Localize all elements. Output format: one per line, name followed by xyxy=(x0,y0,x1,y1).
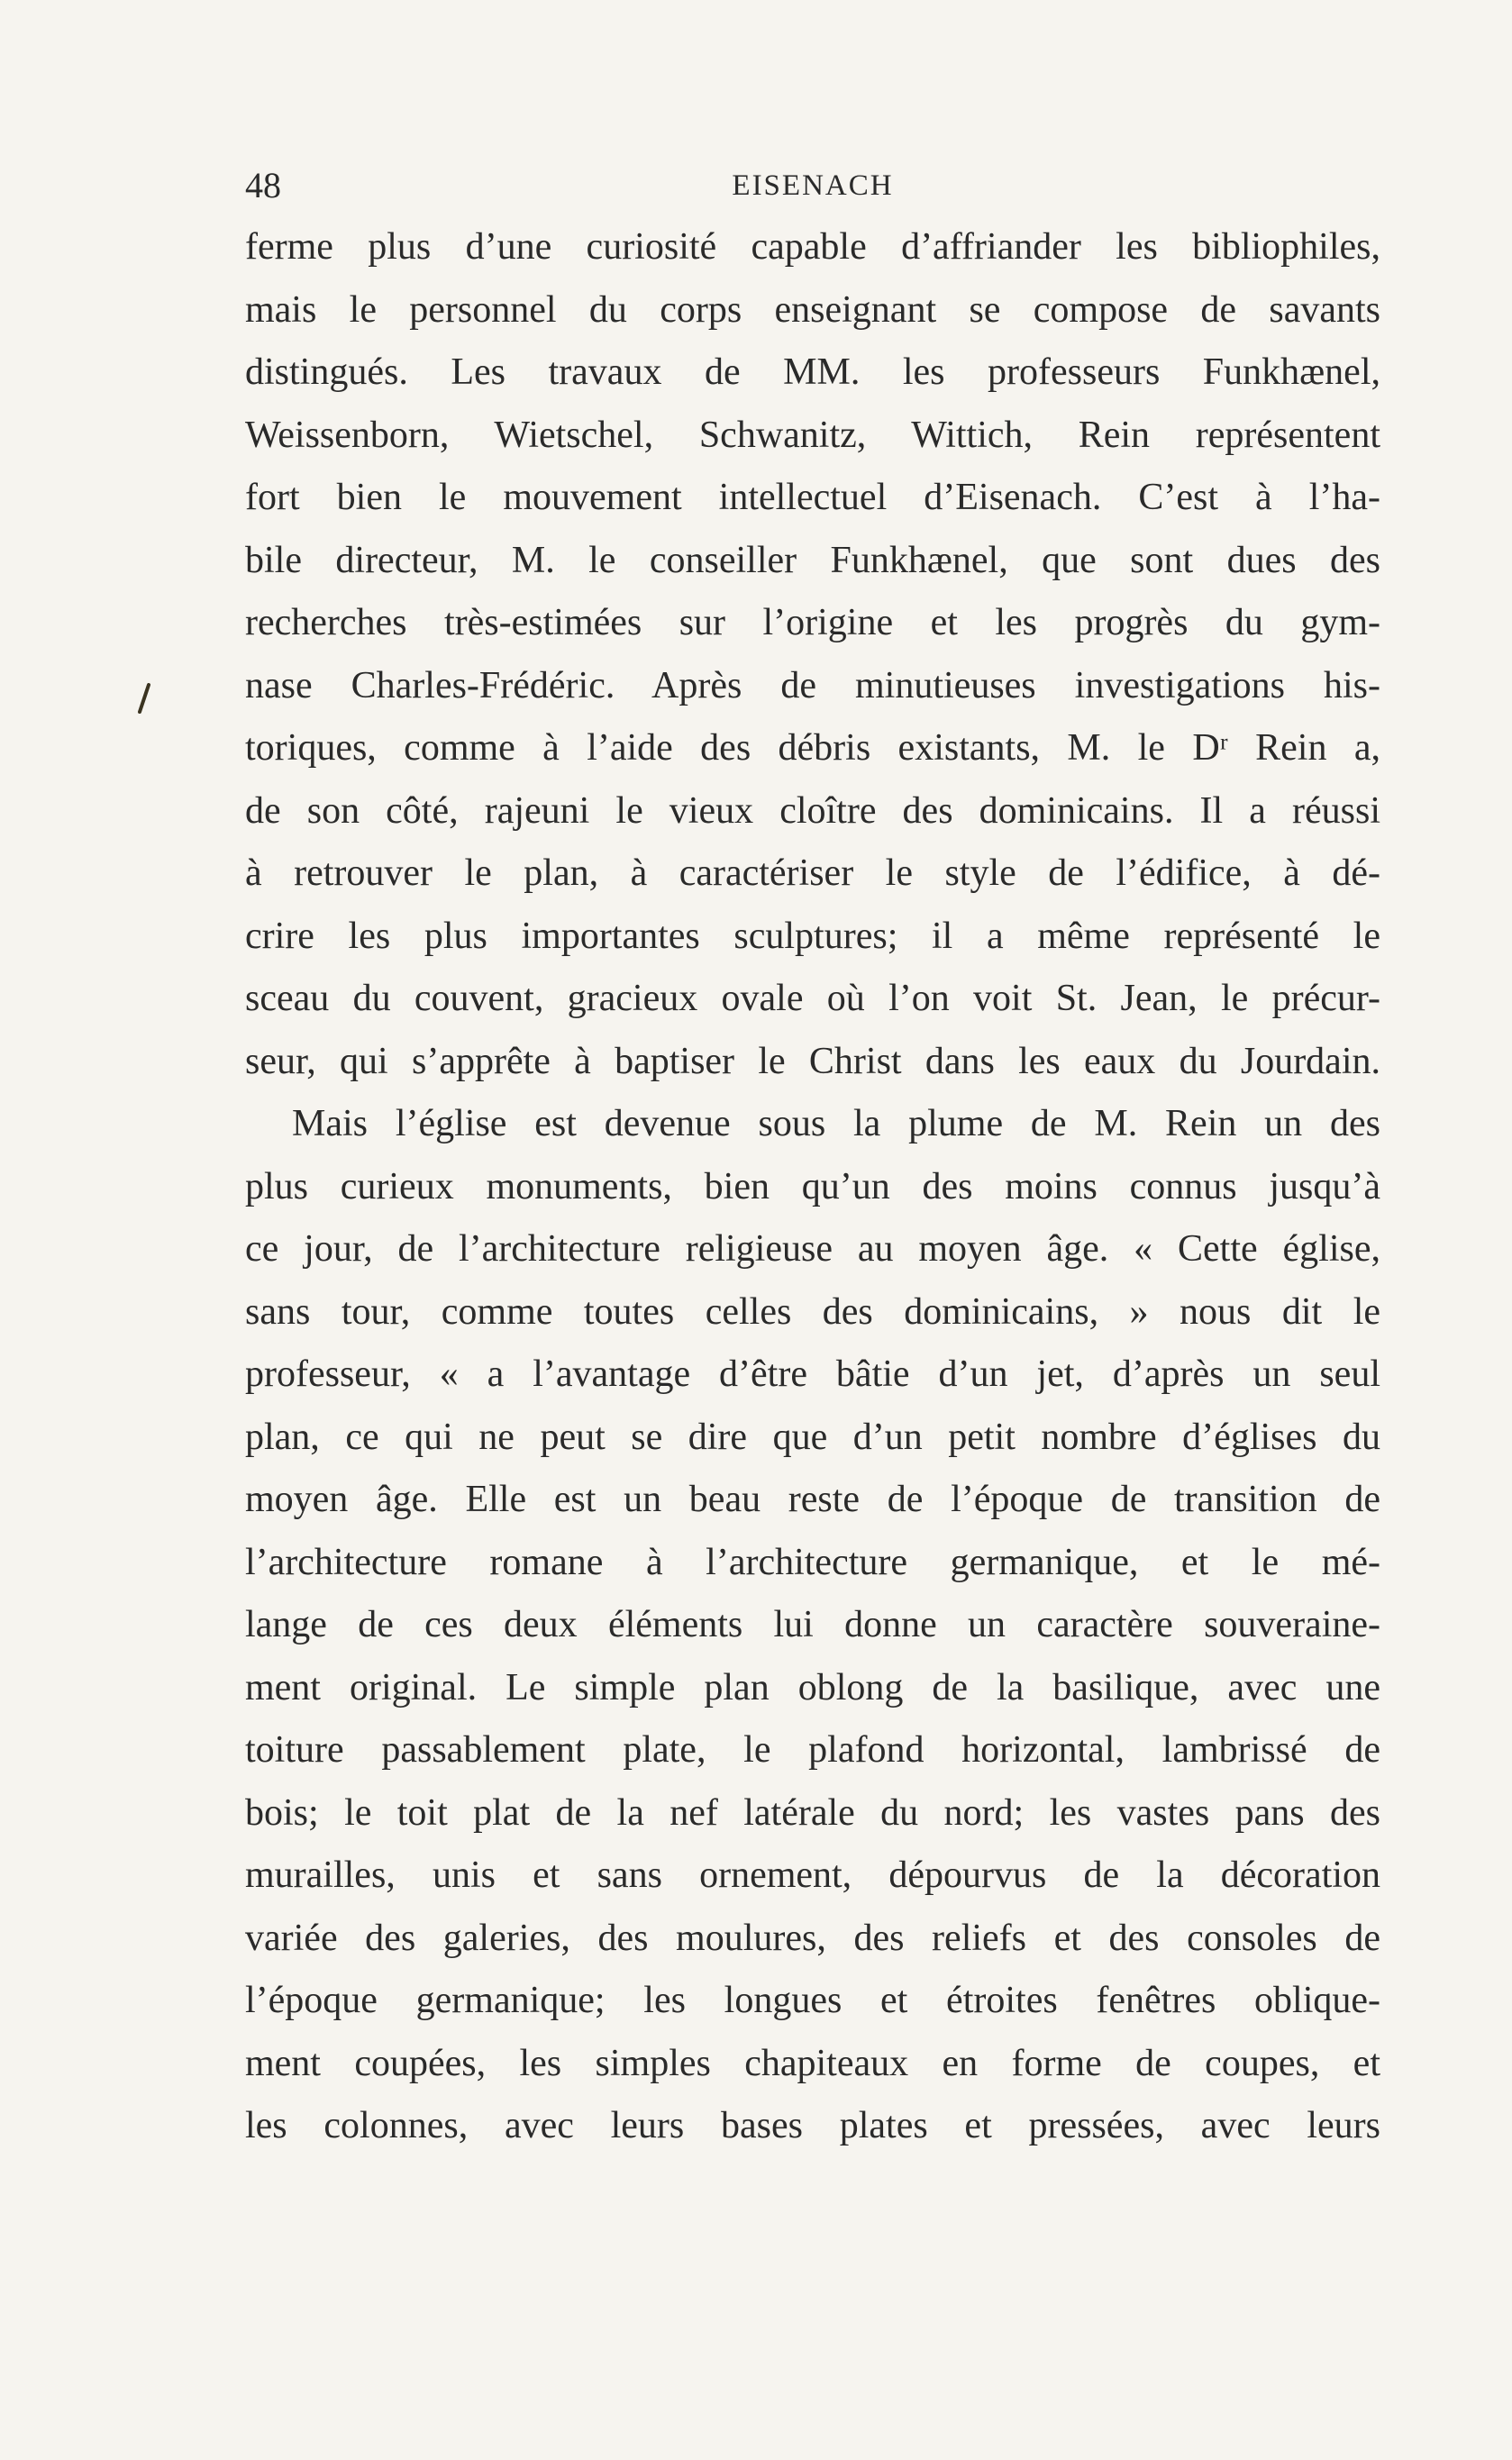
text-line: ferme plus d’une curiosité capable d’affriander les bibliophiles, xyxy=(245,226,1380,268)
text-line: plus curieux monuments, bien qu’un des moins connus jusqu’à xyxy=(245,1165,1380,1207)
text-line: ce jour, de l’architecture religieuse au moyen âge. « Cette église, xyxy=(245,1228,1380,1270)
text-line: toiture passablement plate, le plafond horizontal, lambrissé de xyxy=(245,1729,1380,1771)
text-line: distingués. Les travaux de MM. les professeurs Funkhænel, xyxy=(245,351,1380,393)
page-number: 48 xyxy=(245,165,281,205)
text-line: à retrouver le plan, à caractériser le style de l’édifice, à dé- xyxy=(245,852,1380,894)
body-text xyxy=(245,216,1380,2158)
text-line: seur, qui s’apprête à baptiser le Christ dans les eaux du Jourdain. xyxy=(245,1040,1380,1082)
text-line: sans tour, comme toutes celles des dominicains, » nous dit le xyxy=(245,1290,1380,1333)
text-line: murailles, unis et sans ornement, dépourvus de la décoration xyxy=(245,1854,1380,1896)
text-line: Weissenborn, Wietschel, Schwanitz, Wittich, Rein représentent xyxy=(245,414,1380,456)
page-header xyxy=(245,159,1380,213)
text-line: bile directeur, M. le conseiller Funkhænel, que sont dues des xyxy=(245,539,1380,581)
text-line: Mais l’église est devenue sous la plume de M. Rein un des xyxy=(292,1103,1380,1144)
text-line: sceau du couvent, gracieux ovale où l’on voit St. Jean, le précur- xyxy=(245,978,1380,1019)
text-line: l’époque germanique; les longues et étroites fenêtres oblique- xyxy=(245,1980,1380,2021)
text-line: bois; le toit plat de la nef latérale du nord; les vastes pans des xyxy=(245,1791,1380,1834)
text-line: les colonnes, avec leurs bases plates et pressées, avec leurs xyxy=(245,2105,1380,2146)
text-line: fort bien le mouvement intellectuel d’Eisenach. C’est à l’ha- xyxy=(245,477,1380,518)
text-line: de son côté, rajeuni le vieux cloître des dominicains. Il a réussi xyxy=(245,789,1380,832)
running-title: EISENACH xyxy=(732,169,894,202)
text-line: lange de ces deux éléments lui donne un caractère souveraine- xyxy=(245,1604,1380,1645)
text-line: mais le personnel du corps enseignant se compose de savants xyxy=(245,288,1380,331)
text-line: nase Charles-Frédéric. Après de minutieuses investigations his- xyxy=(245,664,1380,706)
text-line: professeur, « a l’avantage d’être bâtie d’un jet, d’après un seul xyxy=(245,1353,1380,1395)
text-line: ment original. Le simple plan oblong de la basilique, avec une xyxy=(245,1666,1380,1708)
text-line: variée des galeries, des moulures, des reliefs et des consoles de xyxy=(245,1917,1380,1959)
text-line: ment coupées, les simples chapiteaux en forme de coupes, et xyxy=(245,2042,1380,2084)
text-line: recherches très-estimées sur l’origine et les progrès du gym- xyxy=(245,602,1380,643)
text-line: toriques, comme à l’aide des débris existants, M. le Dʳ Rein a, xyxy=(245,727,1380,769)
text-line: plan, ce qui ne peut se dire que d’un petit nombre d’églises du xyxy=(245,1416,1380,1458)
text-line: crire les plus importantes sculptures; il a même représenté le xyxy=(245,915,1380,957)
margin-mark-icon xyxy=(135,683,153,714)
text-line: moyen âge. Elle est un beau reste de l’époque de transition de xyxy=(245,1479,1380,1520)
text-line: l’architecture romane à l’architecture germanique, et le mé- xyxy=(245,1541,1380,1583)
